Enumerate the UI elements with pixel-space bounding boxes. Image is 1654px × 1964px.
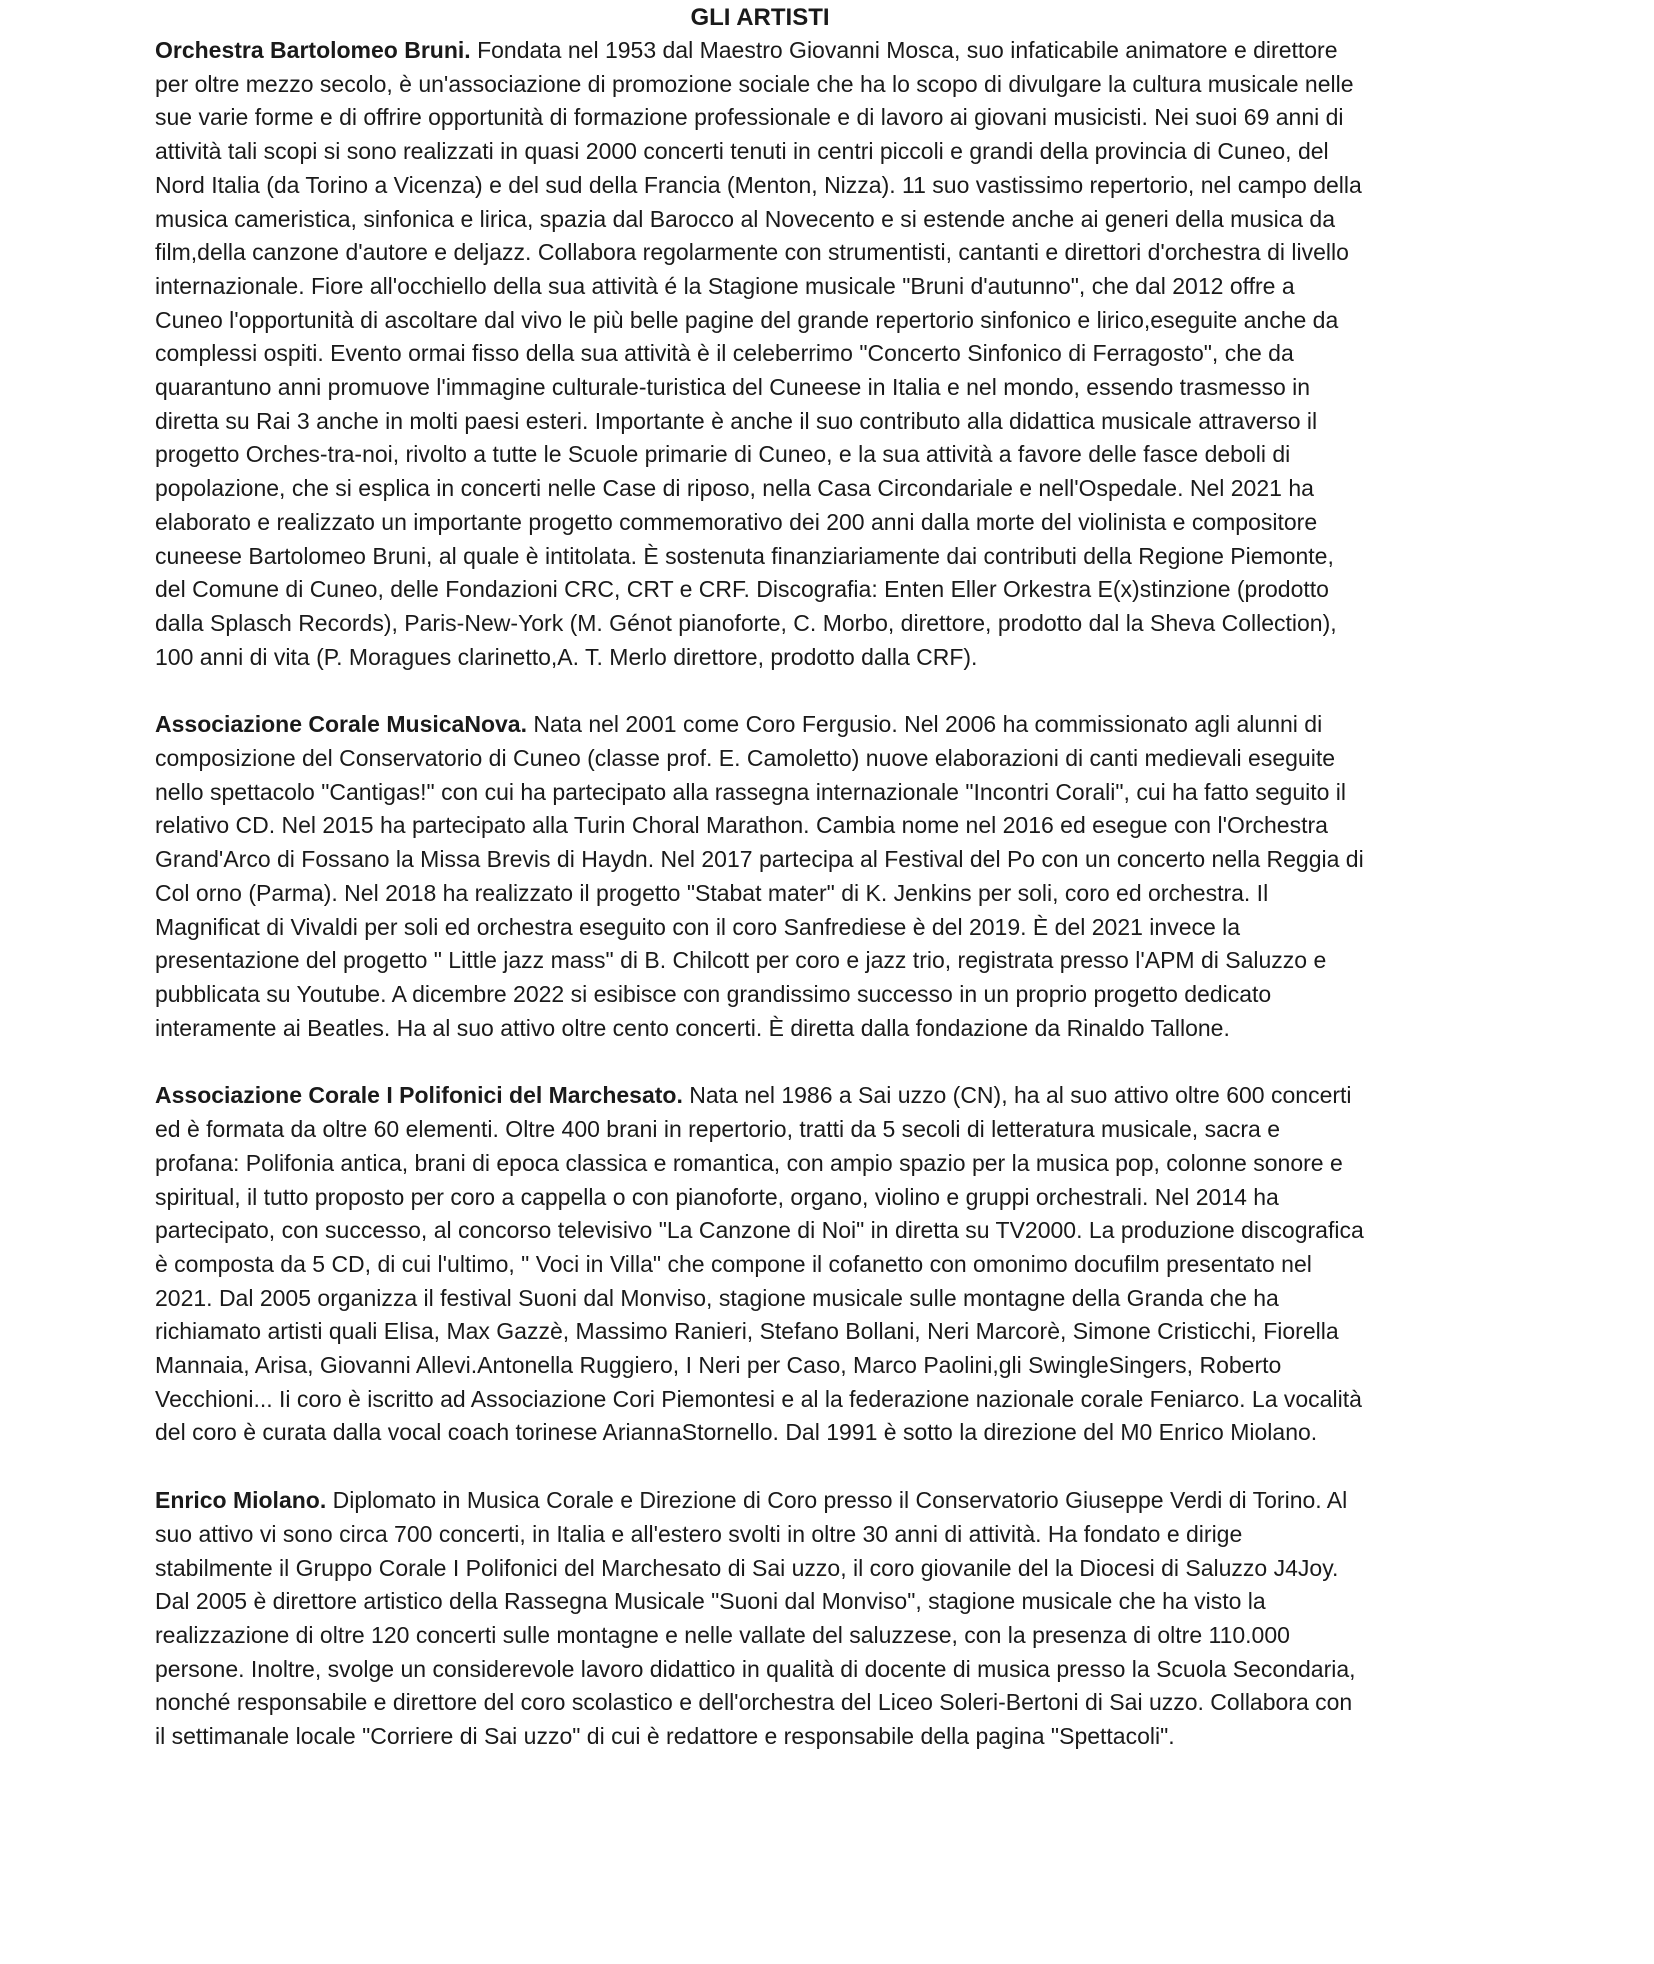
section-paragraph [155,708,1365,1045]
section-lead: Orchestra Bartolomeo Bruni. [155,37,471,63]
section-polifonici-marchesato [155,1079,1365,1450]
section-text: Nata nel 1986 a Sai uzzo (CN), ha al suo attivo oltre 600 concerti ed è formata da oltre 60 elementi. Oltre 400 brani in repertorio, tratti da 5 secoli di letteratura musicale, sacra e profana: Polifonia antica, brani di epoca classica e romantica, con ampio spazio per la musica pop, colonne sonore e spiritual, il tutto proposto per coro a cappella o con pianoforte, organo, violino e gruppi orchestrali. Nel 2014 ha partecipato, con successo, al concorso televisivo "La Canzone di Noi" in diretta su TV2000. La produzione discografica è composta da 5 CD, di cui l'ultimo, " Voci in Villa" che compone il cofanetto con omonimo docufilm presentato nel 2021. Dal 2005 organizza il festival Suoni dal Monviso, stagione musicale sulle montagne della Granda che ha richiamato artisti quali Elisa, Max Gazzè, Massimo Ranieri, Stefano Bollani, Neri Marcorè, Simone Cristicchi, Fiorella Mannaia, Arisa, Giovanni Allevi.Antonella Ruggiero, I Neri per Caso, Marco Paolini,gli SwingleSingers, Roberto Vecchioni... Ii coro è iscritto ad Associazione Cori Piemontesi e al la federazione nazionale corale Feniarco. La vocalità del coro è curata dalla vocal coach torinese AriannaStornello. Dal 1991 è sotto la direzione del M0 Enrico Miolano. [155,1082,1364,1446]
section-paragraph [155,34,1365,674]
section-lead: Enrico Miolano. [155,1487,327,1514]
section-orchestra-bruni [155,34,1365,674]
section-enrico-miolano [155,1484,1365,1754]
section-text: Fondata nel 1953 dal Maestro Giovanni Mosca, suo infaticabile animatore e direttore per oltre mezzo secolo, è un'associazione di promozione sociale che ha lo scopo di divulgare la cultura musicale nelle sue varie forme e di offrire opportunità di formazione professionale e di lavoro ai giovani musicisti. Nei suoi 69 anni di attività tali scopi si sono realizzati in quasi 2000 concerti tenuti in centri piccoli e grandi della provincia di Cuneo, del Nord Italia (da Torino a Vicenza) e del sud della Francia (Menton, Nizza). 11 suo vastissimo repertorio, nel campo della musica cameristica, sinfonica e lirica, spazia dal Barocco al Novecento e si estende anche ai generi della musica da film,della canzone d'autore e deljazz. Collabora regolarmente con strumentisti, cantanti e direttori d'orchestra di livello internazionale. Fiore all'occhiello della sua attività é la Stagione musicale "Bruni d'autunno", che dal 2012 offre a Cuneo l'opportunità di ascoltare dal vivo le più belle pagine del grande repertorio sinfonico e lirico,eseguite anche da complessi ospiti. Evento ormai fisso della sua attività è il celeberrimo "Concerto Sinfonico di Ferragosto", che da quarantuno anni promuove l'immagine culturale-turistica del Cuneese in Italia e nel mondo, essendo trasmesso in diretta su Rai 3 anche in molti paesi esteri. Importante è anche il suo contributo alla didattica musicale attraverso il progetto Orches-tra-noi, rivolto a tutte le Scuole primarie di Cuneo, e la sua attività a favore delle fasce deboli di popolazione, che si esplica in concerti nelle Case di riposo, nella Casa Circondariale e nell'Ospedale. Nel 2021 ha elaborato e realizzato un importante progetto commemorativo dei 200 anni dalla morte del violinista e compositore cuneese Bartolomeo Bruni, al quale è intitolata. È sostenuta finanziariamente dai contributi della Regione Piemonte, del Comune di Cuneo, delle Fondazioni CRC, CRT e CRF. Discografia: Enten Eller Orkestra E(x)stinzione (prodotto dalla Splasch Records), Paris-New-York (M. Génot pianoforte, C. Morbo, direttore, prodotto dal la Sheva Collection), 100 anni di vita (P. Moragues clarinetto,A. T. Merlo direttore, prodotto dalla CRF). [155,37,1362,670]
section-corale-musicanova [155,708,1365,1045]
section-lead: Associazione Corale I Polifonici del Marchesato. [155,1082,683,1109]
section-paragraph [155,1079,1365,1450]
section-lead: Associazione Corale MusicaNova. [155,711,527,738]
section-text: Diplomato in Musica Corale e Direzione di Coro presso il Conservatorio Giuseppe Verdi di Torino. Al suo attivo vi sono circa 700 concerti, in Italia e all'estero svolti in oltre 30 anni di attività. Ha fondato e dirige stabilmente il Gruppo Corale I Polifonici del Marchesato di Sai uzzo, il coro giovanile del la Diocesi di Saluzzo J4Joy. Dal 2005 è direttore artistico della Rassegna Musicale "Suoni dal Monviso", stagione musicale che ha visto la realizzazione di oltre 120 concerti sulle montagne e nelle vallate del saluzzese, con la presenza di oltre 110.000 persone. Inoltre, svolge un considerevole lavoro didattico in qualità di docente di musica presso la Scuola Secondaria, nonché responsabile e direttore del coro scolastico e dell'orchestra del Liceo Soleri-Bertoni di Sai uzzo. Collabora con il settimanale locale "Corriere di Sai uzzo" di cui è redattore e responsabile della pagina "Spettacoli". [155,1487,1356,1750]
section-text: Nata nel 2001 come Coro Fergusio. Nel 2006 ha commissionato agli alunni di composizione del Conservatorio di Cuneo (classe prof. E. Camoletto) nuove elaborazioni di canti medievali eseguite nello spettacolo "Cantigas!" con cui ha partecipato alla rassegna internazionale "Incontri Corali", cui ha fatto seguito il relativo CD. Nel 2015 ha partecipato alla Turin Choral Marathon. Cambia nome nel 2016 ed esegue con l'Orchestra Grand'Arco di Fossano la Missa Brevis di Haydn. Nel 2017 partecipa al Festival del Po con un concerto nella Reggia di Col orno (Parma). Nel 2018 ha realizzato il progetto "Stabat mater" di K. Jenkins per soli, coro ed orchestra. Il Magnificat di Vivaldi per soli ed orchestra eseguito con il coro Sanfrediese è del 2019. È del 2021 invece la presentazione del progetto " Little jazz mass" di B. Chilcott per coro e jazz trio, registrata presso l'APM di Saluzzo e pubblicata su Youtube. A dicembre 2022 si esibisce con grandissimo successo in un proprio progetto dedicato interamente ai Beatles. Ha al suo attivo oltre cento concerti. È diretta dalla fondazione da Rinaldo Tallone. [155,711,1364,1041]
section-paragraph [155,1484,1365,1754]
document-page [155,0,1365,1788]
page-title: GLI ARTISTI [690,4,830,31]
